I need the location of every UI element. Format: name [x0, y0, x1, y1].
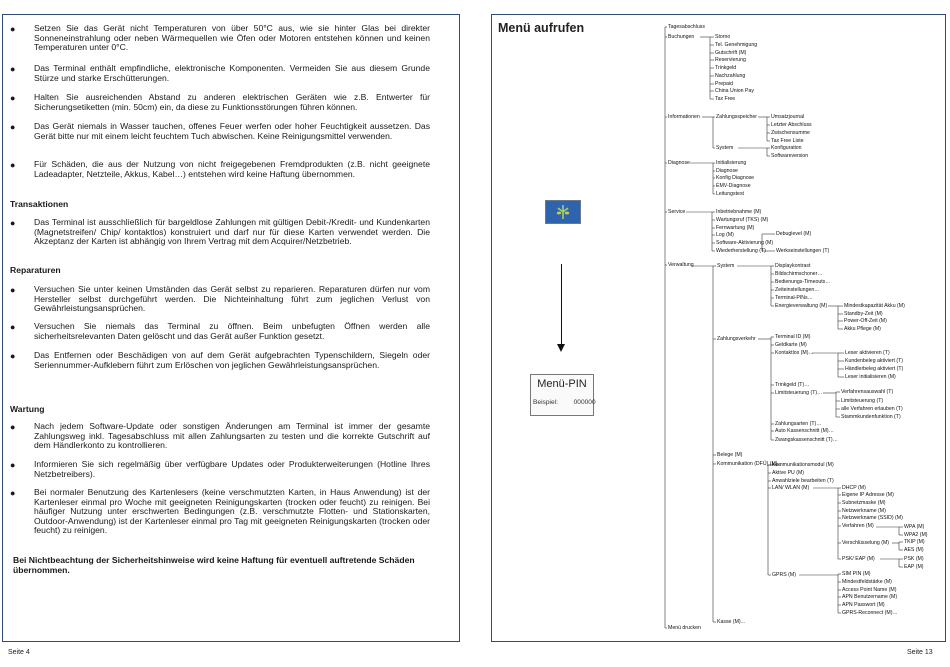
menu-tree-node: GPRS-Reconnect (M)…	[842, 610, 898, 616]
menu-tree-node: Stammkundenfunktion (T)	[841, 414, 901, 420]
menu-tree-node: Menü drucken	[668, 625, 701, 631]
bullet-dot: ●	[10, 422, 16, 432]
menu-tree-node: PSK/ EAP (M)	[842, 556, 875, 562]
menu-tree-node: Reservierung	[715, 57, 746, 63]
bullet-text: Setzen Sie das Gerät nicht Temperaturen von über 50°C aus, wie sie hinter Glas bei direkter Sonneneinstrahlung oder neben Wärmequellen wie Öfen oder Motoren entstehen können und keinen Temperaturen unter 0°C.	[34, 23, 430, 53]
menu-tree-node: Netzwerkname (M)	[842, 508, 886, 514]
terminal-app-icon	[545, 200, 581, 224]
menu-tree-node: WPA (M)	[904, 524, 925, 530]
menu-tree-node: Kasse (M)...	[717, 619, 745, 625]
menu-tree-node: Konfig Diagnose	[716, 175, 755, 181]
menu-tree-node: Storno	[715, 34, 731, 40]
menu-tree-node: Tax Free Liste	[771, 138, 804, 144]
menu-tree-node: Diagnose	[716, 168, 738, 174]
menu-tree-node: Log (M)	[716, 232, 734, 238]
bullet-text: Halten Sie ausreichenden Abstand zu anderen elektrischen Geräten wie z.B. Entwerter für Sicherungsetiketten (min. 50cm) ein, da diese zu Funktionsstörungen führen können.	[34, 92, 430, 112]
menu-tree-node: China Union Pay	[715, 88, 754, 94]
menu-tree-node: Standby-Zeit (M)	[844, 311, 883, 317]
menu-tree-node: Trinkgeld	[715, 65, 737, 71]
menu-tree-node: Software-Aktivierung (M)	[716, 240, 774, 246]
bullet-dot: ●	[10, 122, 16, 132]
arrow-down-icon	[557, 344, 565, 352]
menu-tree-node: Verschlüsselung (M)	[842, 540, 889, 546]
menu-tree-node: Displaykontrast	[775, 263, 811, 269]
menu-tree-node: Wiederherstellung (T)	[716, 248, 766, 254]
menu-tree-node: Softwareversion	[771, 153, 809, 159]
bullet-item	[10, 488, 430, 538]
bullet-text: Bei normaler Benutzung des Kartenlesers (keine verschmutzten Karten, in Haus Anwendung) ist der Kartenleser einmal pro Woche mit geeigneten Reinigungskarten (trocken oder feucht) zu reinigen. Bei häufiger Nutzung unter erschwerten Bedingungen (z.B. verschmutzte Flotten- und Stationskarten, Outdoor-Anwendung) ist der Kartenleser einmal pro Tag mit geeigneten Reinigungskarten (trocken oder feucht) zu reinigen.	[34, 487, 430, 536]
bullet-text: Das Terminal ist ausschließlich für bargeldlose Zahlungen mit gültigen Debit-/Kredit- und Kundenkarten (Magnetstreifen/ Chip/ kontaktlos) konstruiert und darf nur für diese Karten verwendet werden. Die Akzeptanz der Karten ist abhängig von Ihrem Vertrag mit dem Acquirer/Netzbetrieb.	[34, 217, 430, 247]
bullet-item	[10, 122, 430, 152]
menu-tree-node: Limitsteuerung (T)	[841, 398, 884, 404]
menu-tree-node: Geldkarte (M)	[775, 342, 807, 348]
menu-tree-node: Debuglevel (M)	[776, 231, 812, 237]
bullet-text: Versuchen Sie niemals das Terminal zu öffnen. Beim unbefugten Öffnen werden alle sicherheitsrelevanten Daten gelöscht und das Gerät außer Funktion gesetzt.	[34, 321, 430, 341]
bullet-item	[10, 218, 430, 248]
menu-tree-node: Informationen	[668, 114, 700, 120]
bullet-dot: ●	[10, 160, 16, 170]
menu-tree-node: Kommunikation (DFÜ) (M)	[717, 461, 778, 467]
bullet-dot: ●	[10, 93, 16, 103]
bullet-dot: ●	[10, 64, 16, 74]
bullet-item	[10, 24, 430, 54]
menu-tree-node: AES (M)	[904, 547, 924, 553]
menu-tree-node: alle Verfahren erlauben (T)	[841, 406, 903, 412]
menu-tree-node: Tax Free	[715, 96, 736, 102]
menu-tree-node: Konfiguration	[771, 145, 802, 151]
menu-tree-node: Kundenbeleg aktiviert (T)	[845, 358, 903, 364]
menu-tree-node: Tagesabschluss	[668, 24, 705, 30]
menu-tree-node: Access Point Name (M)	[842, 587, 897, 593]
menu-tree-node: Zwangskassenschnitt (T)…	[775, 437, 838, 443]
pin-example	[533, 399, 596, 406]
menu-tree-node: Bildschirmschoner…	[775, 271, 823, 277]
bullet-item	[10, 93, 430, 123]
bullet-text: Das Gerät niemals in Wasser tauchen, offenes Feuer werfen oder hoher Feuchtigkeit aussetzen. Das Gerät bitte nur mit einem leicht feuchtem Tuch abwischen. Keine Reinigungsmittel verwenden.	[34, 121, 430, 141]
menu-tree-node: Zahlungsverkehr	[717, 336, 756, 342]
menu-tree-node: Zwischensumme	[771, 130, 810, 136]
menu-tree-node: Trinkgeld (T)…	[775, 382, 810, 388]
menu-tree-node: Tel. Genehmigung	[715, 42, 758, 48]
menu-tree-node: Anwahlziele bearbeiten (T)	[772, 478, 834, 484]
menu-tree-node: EMV-Diagnose	[716, 183, 751, 189]
menu-tree-node: Verwaltung	[668, 262, 694, 268]
menu-tree-node: Kontaktlos (M)…	[775, 350, 814, 356]
bullet-dot: ●	[10, 24, 16, 34]
bullet-dot: ●	[10, 218, 16, 228]
menu-tree-node: Umsatzjournal	[771, 114, 805, 120]
menu-tree-node: Terminal-PINs…	[775, 295, 813, 301]
menu-tree-node: Händlerbeleg aktiviert (T)	[845, 366, 904, 372]
menu-tree-node: Fernwartung (M)	[716, 225, 755, 231]
menu-tree-node: Eigene IP Adresse (M)	[842, 492, 894, 498]
menu-tree-node: Power-Off-Zeit (M)	[844, 318, 887, 324]
menu-tree-node: Netzwerkname (SSID) (M)	[842, 515, 903, 521]
bullet-item	[10, 351, 430, 381]
bullet-text: Für Schäden, die aus der Nutzung von nicht freigegebenen Fremdprodukten (z.B. nicht geeignete Ladeadapter, Netzteile, Akkus, Kabel…) entstehen wird keine Haftung übernommen.	[34, 159, 430, 179]
menu-tree-node: Aktive PU (M)	[772, 470, 804, 476]
menu-tree-node: Letzter Abschluss	[771, 122, 812, 128]
bullet-text: Nach jedem Software-Update oder sonstigen Änderungen am Terminal ist immer der gesamte Zahlungsweg inkl. Tagesabschluss mit allen Zahlungsarten zu testen und die korrekte Gutschrift auf dem Händlerkonto zu kontrollieren.	[34, 421, 430, 451]
menu-tree-node: Verfahren (M)	[842, 523, 874, 529]
bullet-item	[10, 64, 430, 94]
menu-tree-node: Zeiteinstellungen…	[775, 287, 820, 293]
bullet-dot: ●	[10, 322, 16, 332]
menu-tree-node: Initialisierung	[716, 160, 747, 166]
menu-tree-node: Kommunikationsmodul (M)	[772, 462, 834, 468]
menu-tree-node: Belege (M)	[717, 452, 743, 458]
menu-tree-node: Subnetzmaske (M)	[842, 500, 886, 506]
menu-tree-node: Energieverwaltung (M)	[775, 303, 828, 309]
right-page-number: Seite 13	[907, 649, 933, 656]
bullet-text: Informieren Sie sich regelmäßig über verfügbare Updates oder Produkterweiterungen (Hotline Ihres Netzbetreibers).	[34, 459, 430, 479]
bullet-item	[10, 285, 430, 315]
bullet-dot: ●	[10, 488, 16, 498]
bullet-item	[10, 160, 430, 190]
section-heading: Wartung	[10, 404, 45, 414]
menu-tree-node: Zahlungsarten (T)…	[775, 421, 822, 427]
menu-tree-node: PSK (M)	[904, 556, 924, 562]
pin-example-value: 000000	[573, 399, 596, 406]
menu-tree-node: Wartungsruf (TKS) (M)	[716, 217, 769, 223]
menu-tree-node: Leitungstest	[716, 191, 744, 197]
menu-tree-node: Gutschrift (M)	[715, 50, 747, 56]
menu-tree-node: APN Benutzername (M)	[842, 594, 898, 600]
menu-tree-node: TKIP (M)	[904, 539, 925, 545]
menu-tree-node: Auto Kassenschnitt (M)…	[775, 428, 834, 434]
menu-tree-node: LAN/ WLAN (M)	[772, 485, 810, 491]
menu-tree-node: Inbetriebnahme (M)	[716, 209, 762, 215]
liability-warning: Bei Nichtbeachtung der Sicherheitshinweise wird keine Haftung für eventuell auftretende Schäden übernommen.	[13, 555, 415, 575]
menu-title: Menü aufrufen	[498, 21, 585, 35]
app-icon-graphic	[546, 201, 580, 223]
flow-arrow-line	[561, 264, 562, 344]
menu-tree-node: Nachzahlung	[715, 73, 746, 79]
menu-tree-node: System	[716, 145, 734, 151]
bullet-text: Versuchen Sie unter keinen Umständen das Gerät selbst zu reparieren. Reparaturen dürfen nur vom Hersteller selbst durchgeführt werden. Die Nichteinhaltung führt zum jeglichen Verlust von Gewährleistungsansprüchen.	[34, 284, 430, 314]
menu-tree-node: Terminal ID (M)	[775, 334, 811, 340]
menu-tree-node: SIM PIN (M)	[842, 571, 871, 577]
menu-tree-node: Leser initialisieren (M)	[845, 374, 896, 380]
menu-tree-node: System	[717, 263, 735, 269]
pin-title: Menü-PIN	[537, 378, 587, 390]
left-page-number: Seite 4	[8, 649, 30, 656]
menu-tree-node: Buchungen	[668, 34, 695, 40]
menu-tree-node: Limitsteuerung (T)…	[775, 390, 823, 396]
bullet-text: Das Entfernen oder Beschädigen von auf dem Gerät aufgebrachten Typenschildern, Siegeln oder Seriennummer-Aufklebern führt zum Erlöschen von jeglichen Gewährleistungsansprüchen.	[34, 350, 430, 370]
bullet-item	[10, 322, 430, 352]
menu-tree-node: Leser aktivieren (T)	[845, 350, 890, 356]
menu-tree-node: DHCP (M)	[842, 485, 866, 491]
bullet-dot: ●	[10, 285, 16, 295]
section-heading: Transaktionen	[10, 199, 69, 209]
menu-tree-node: APN Passwort (M)	[842, 602, 885, 608]
menu-tree-node: Bedienungs-Timeouts…	[775, 279, 831, 285]
menu-tree-node: Werkseinstellungen (T)	[776, 248, 830, 254]
menu-tree-node: Diagnose	[668, 160, 690, 166]
menu-tree-node: Prepaid	[715, 81, 733, 87]
menu-tree-node: Akku Pflege (M)	[844, 326, 881, 332]
bullet-dot: ●	[10, 460, 16, 470]
pin-example-label: Beispiel:	[533, 399, 558, 406]
menu-tree-node: Verfahrensauswahl (T)	[841, 389, 894, 395]
menu-tree-node: Zahlungsspeicher	[716, 114, 757, 120]
menu-tree-node: Mindestfeldstärke (M)	[842, 579, 892, 585]
menu-tree-node: WPA2 (M)	[904, 532, 928, 538]
bullet-dot: ●	[10, 351, 16, 361]
section-heading: Reparaturen	[10, 265, 61, 275]
menu-tree-node: GPRS (M)	[772, 572, 796, 578]
menu-tree-node: EAP (M)	[904, 564, 924, 570]
menu-tree-node: Service	[668, 209, 686, 215]
bullet-text: Das Terminal enthält empfindliche, elektronische Komponenten. Vermeiden Sie aus diesem Grunde Stürze und starke Erschütterungen.	[34, 63, 430, 83]
menu-tree-node: Mindestkapazität Akku (M)	[844, 303, 905, 309]
